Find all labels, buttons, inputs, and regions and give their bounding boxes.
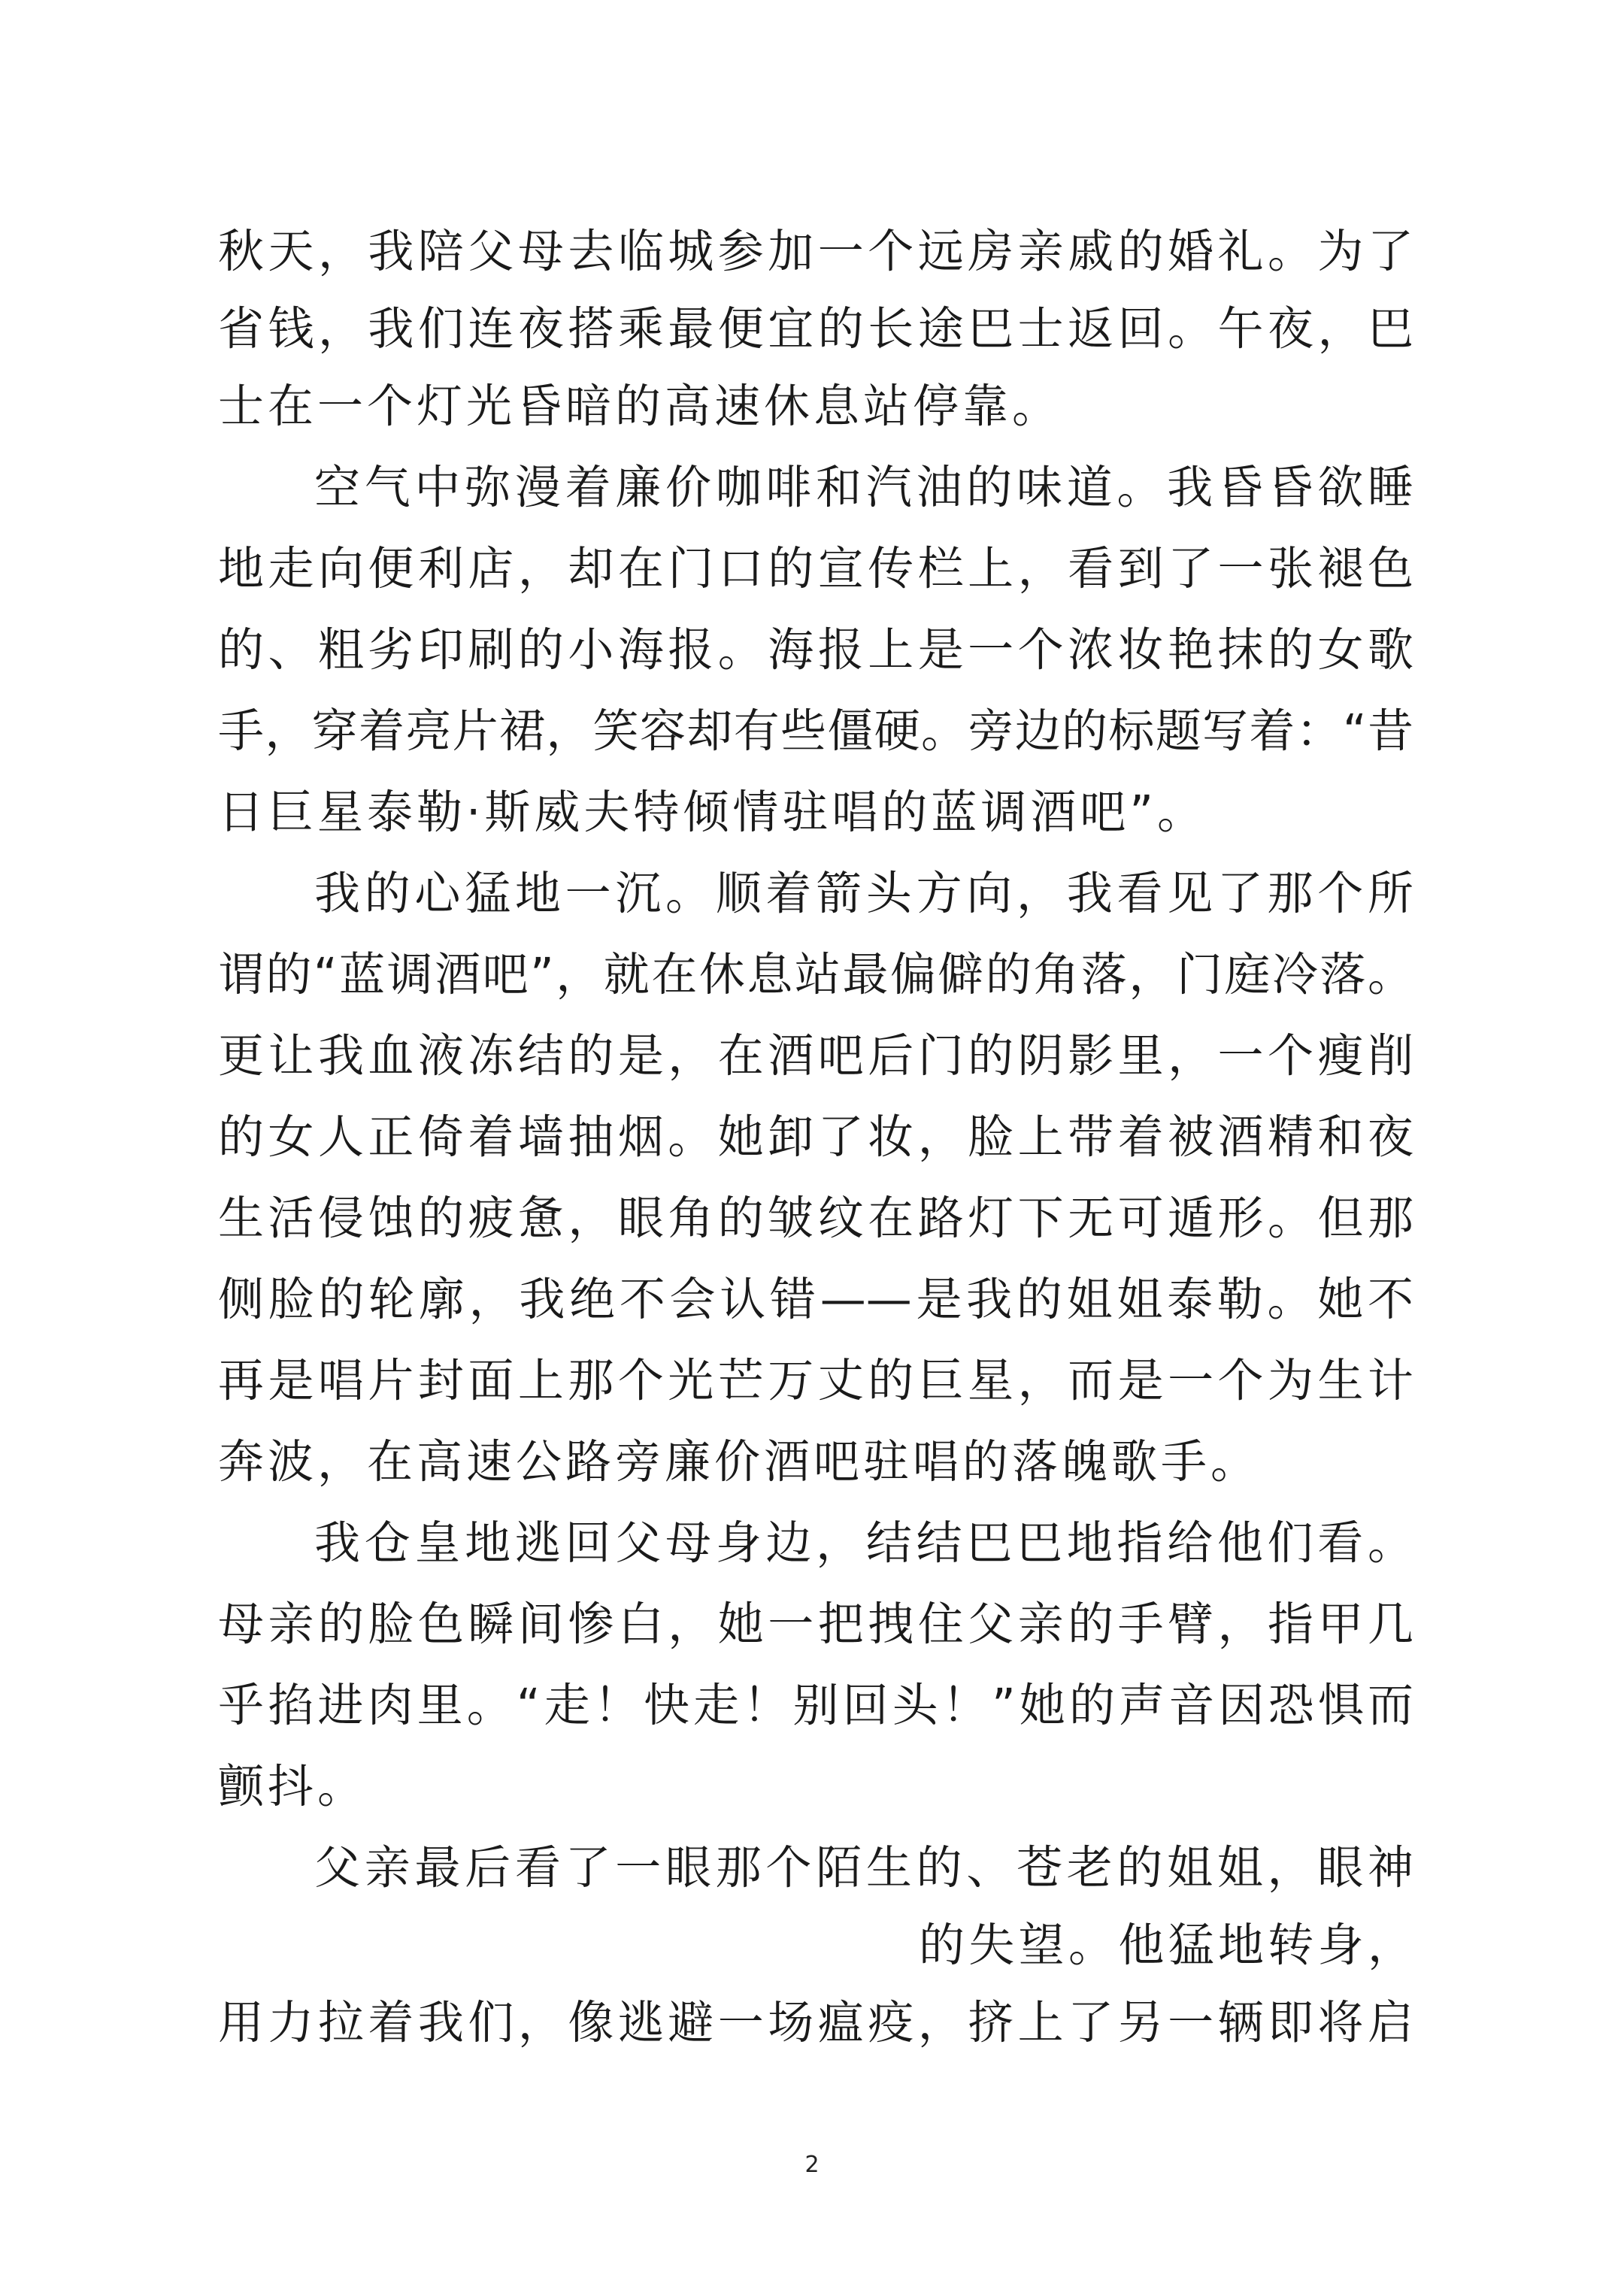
text-line: 奔波，在高速公路旁廉价酒吧驻唱的落魄歌手。: [218, 1435, 1261, 1489]
text-line: 乎掐进肉里。“走！快走！别回头！”她的声音因恐惧而: [218, 1679, 1413, 1732]
text-line: 生活侵蚀的疲惫，眼角的皱纹在路灯下无可遁形。但那: [218, 1192, 1413, 1245]
text-line: 的失望。他猛地转身，: [919, 1919, 1413, 1972]
text-line: 颤抖。: [218, 1760, 368, 1813]
text-line: 的、粗劣印刷的小海报。海报上是一个浓妆艳抹的女歌: [218, 623, 1413, 677]
text-line: 更让我血液冻结的是，在酒吧后门的阴影里，一个瘦削: [218, 1029, 1413, 1083]
text-line: 日巨星泰勒·斯威夫特倾情驻唱的蓝调酒吧”。: [218, 786, 1207, 839]
text-line: 谓的“蓝调酒吧”，就在休息站最偏僻的角落，门庭冷落。: [218, 948, 1413, 1001]
text-line: 用力拉着我们，像逃避一场瘟疫，挤上了另一辆即将启: [218, 1996, 1413, 2049]
text-line: 母亲的脸色瞬间惨白，她一把拽住父亲的手臂，指甲几: [218, 1598, 1413, 1651]
text-line: 空气中弥漫着廉价咖啡和汽油的味道。我昏昏欲睡: [314, 461, 1413, 514]
text-line: 我的心猛地一沉。顺着箭头方向，我看见了那个所: [314, 867, 1413, 920]
text-line: 手，穿着亮片裙，笑容却有些僵硬。旁边的标题写着：“昔: [218, 704, 1413, 758]
text-line: 秋天，我陪父母去临城参加一个远房亲戚的婚礼。为了: [218, 225, 1413, 278]
text-line: 父亲最后看了一眼那个陌生的、苍老的姐姐，眼神: [314, 1841, 1413, 1895]
text-line: 我仓皇地逃回父母身边，结结巴巴地指给他们看。: [314, 1516, 1413, 1570]
text-line: 士在一个灯光昏暗的高速休息站停靠。: [218, 380, 1062, 433]
text-line: 的女人正倚着墙抽烟。她卸了妆，脸上带着被酒精和夜: [218, 1110, 1413, 1164]
text-line: 地走向便利店，却在门口的宣传栏上，看到了一张褪色: [218, 542, 1413, 595]
page-number: 2: [804, 2152, 820, 2178]
text-line: 再是唱片封面上那个光芒万丈的巨星，而是一个为生计: [218, 1354, 1413, 1407]
text-line: 侧脸的轮廓，我绝不会认错——是我的姐姐泰勒。她不: [218, 1273, 1413, 1326]
text-line: 省钱，我们连夜搭乘最便宜的长途巴士返回。午夜，巴: [218, 302, 1413, 356]
